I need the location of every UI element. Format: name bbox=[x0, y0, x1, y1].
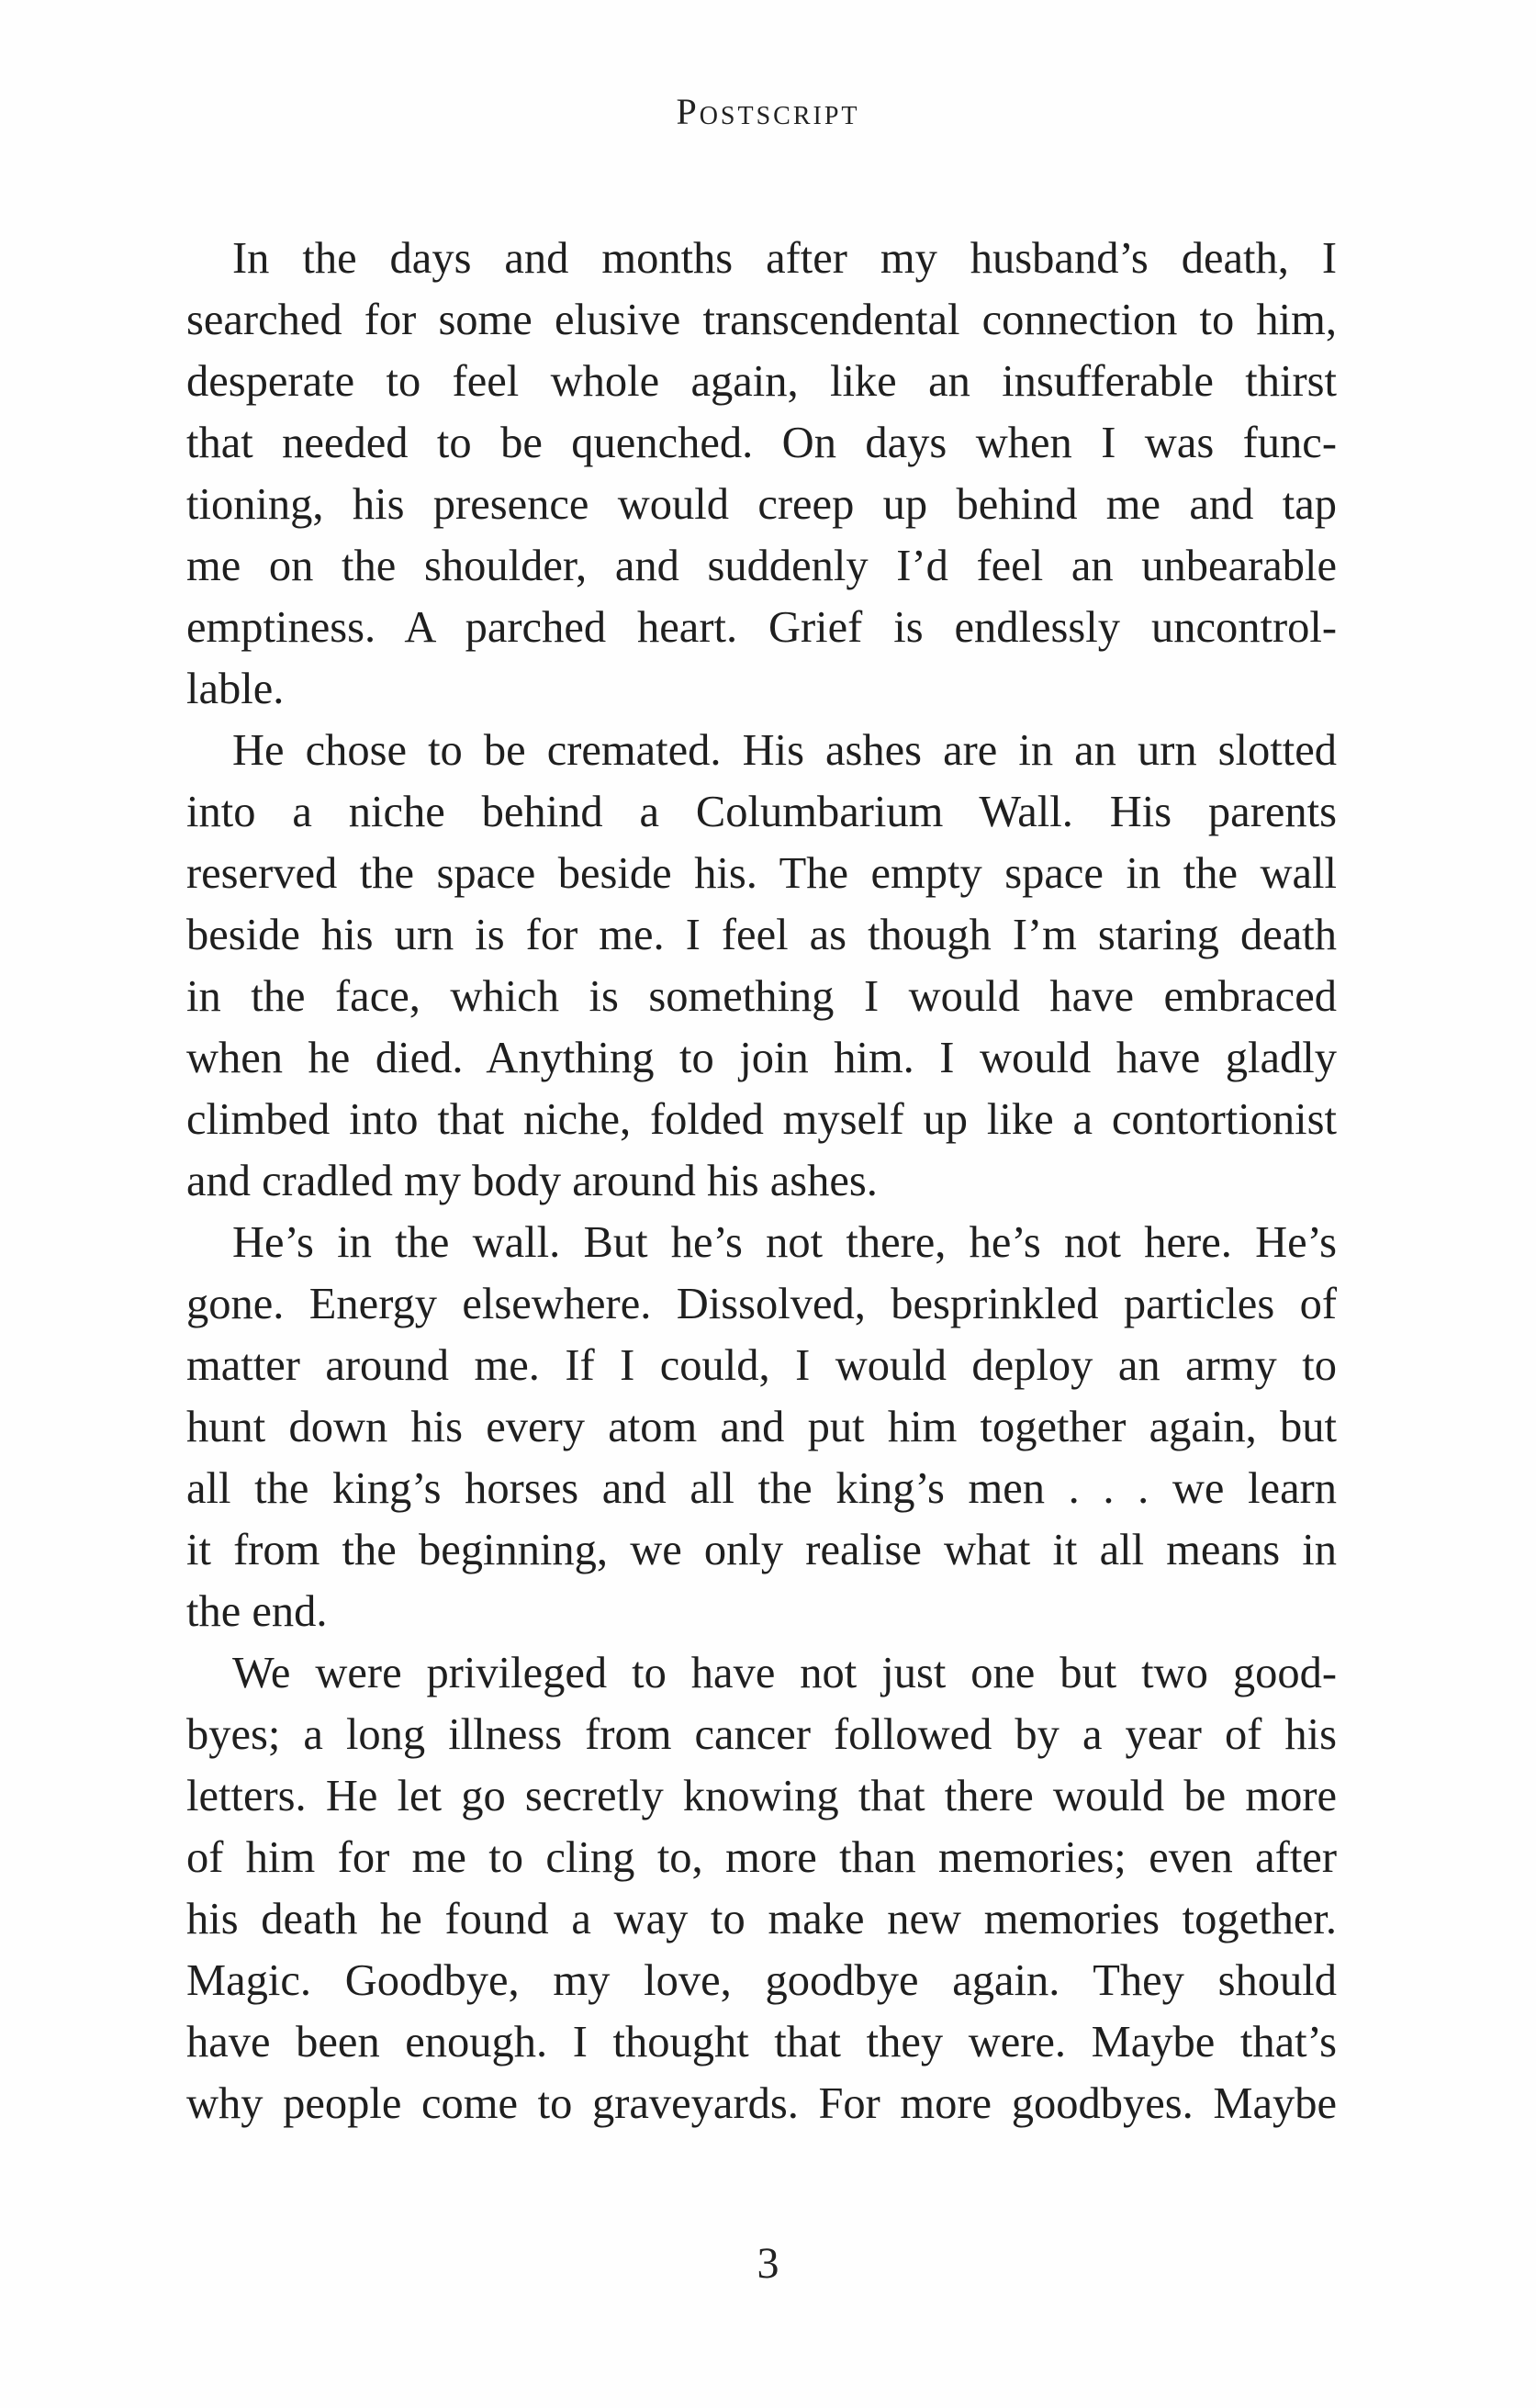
text-line: reserved the space beside his. The empty space in the wall bbox=[186, 849, 1337, 898]
text-line: in the face, which is something I would have embraced bbox=[186, 972, 1337, 1021]
text-line: searched for some elusive transcendental connection to him, bbox=[186, 296, 1337, 344]
text-line: lable. bbox=[186, 665, 285, 713]
text-line: byes; a long illness from cancer followed by a year of his bbox=[186, 1710, 1337, 1759]
text-line: Magic. Goodbye, my love, goodbye again. They should bbox=[186, 1956, 1337, 2005]
text-line: me on the shoulder, and suddenly I’d feel an unbearable bbox=[186, 542, 1337, 590]
text-line: emptiness. A parched heart. Grief is endlessly uncontrol- bbox=[186, 603, 1337, 652]
text-line: into a niche behind a Columbarium Wall. His parents bbox=[186, 788, 1337, 836]
text-line: and cradled my body around his ashes. bbox=[186, 1157, 878, 1205]
body-text bbox=[186, 228, 1337, 2134]
text-line: it from the beginning, we only realise what it all means in bbox=[186, 1526, 1337, 1574]
text-line: beside his urn is for me. I feel as though I’m staring death bbox=[186, 911, 1337, 959]
text-line: letters. He let go secretly knowing that there would be more bbox=[186, 1772, 1337, 1820]
text-line: tioning, his presence would creep up behind me and tap bbox=[186, 480, 1337, 529]
text-line: his death he found a way to make new memories together. bbox=[186, 1895, 1337, 1943]
text-line: He’s in the wall. But he’s not there, he’s not here. He’s bbox=[232, 1218, 1337, 1267]
text-line: gone. Energy elsewhere. Dissolved, besprinkled particles of bbox=[186, 1280, 1337, 1328]
text-line: of him for me to cling to, more than memories; even after bbox=[186, 1833, 1337, 1882]
text-line: why people come to graveyards. For more goodbyes. Maybe bbox=[186, 2079, 1337, 2128]
text-line: matter around me. If I could, I would deploy an army to bbox=[186, 1341, 1337, 1390]
text-line: In the days and months after my husband’s death, I bbox=[232, 234, 1337, 283]
text-line: all the king’s horses and all the king’s men . . . we learn bbox=[186, 1464, 1337, 1513]
running-head: Postscript bbox=[676, 91, 860, 132]
text-line: that needed to be quenched. On days when I was func- bbox=[186, 419, 1337, 467]
text-line: desperate to feel whole again, like an insufferable thirst bbox=[186, 357, 1337, 406]
text-line: He chose to be cremated. His ashes are in an urn slotted bbox=[232, 726, 1337, 775]
text-line: the end. bbox=[186, 1587, 328, 1636]
text-line: when he died. Anything to join him. I would have gladly bbox=[186, 1034, 1337, 1082]
text-line: climbed into that niche, folded myself up like a contortionist bbox=[186, 1095, 1337, 1144]
text-line: We were privileged to have not just one but two good- bbox=[232, 1649, 1337, 1697]
text-line: hunt down his every atom and put him together again, but bbox=[186, 1403, 1337, 1451]
page-number: 3 bbox=[757, 2239, 779, 2288]
text-line: have been enough. I thought that they were. Maybe that’s bbox=[186, 2018, 1337, 2066]
